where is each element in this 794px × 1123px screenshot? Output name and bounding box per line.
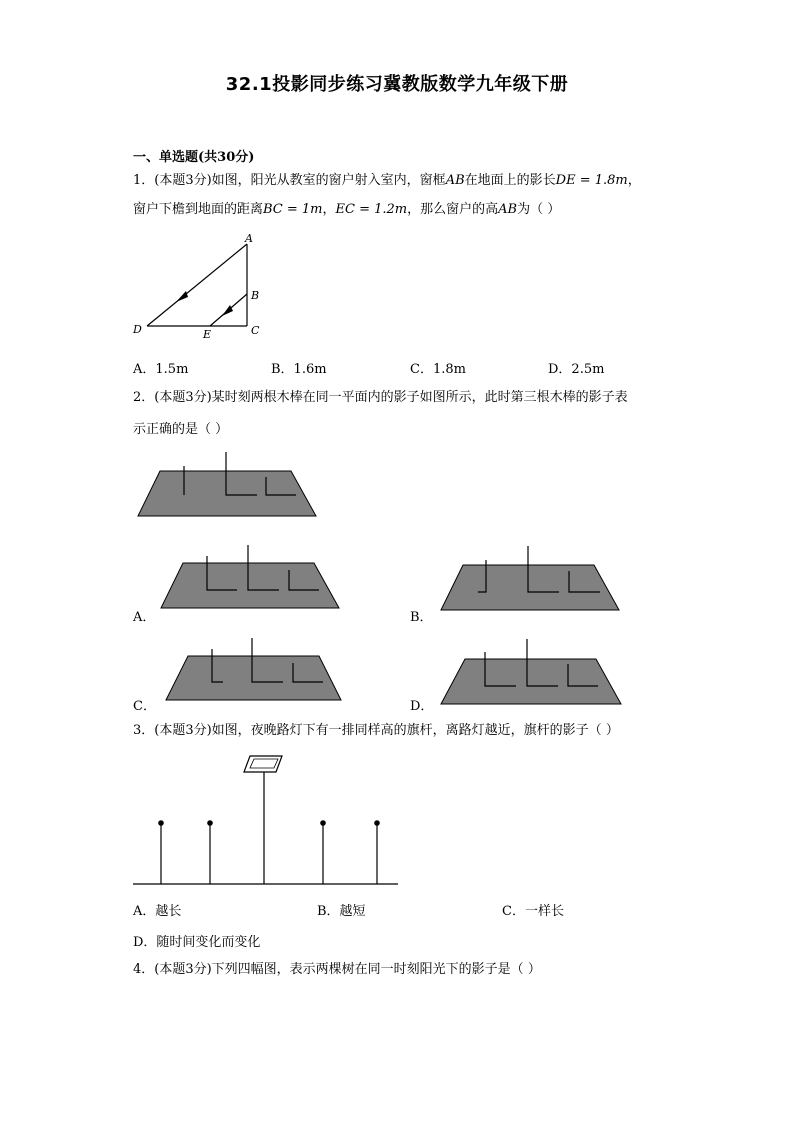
q2-option-b-label[interactable]: B．	[410, 610, 433, 625]
q3-option-a[interactable]: A．越长	[133, 904, 182, 919]
q1-eq-de: DE = 1.8m	[555, 173, 628, 188]
street-lamp-icon	[244, 756, 282, 772]
q2-line2: 示正确的是（ ）	[133, 422, 229, 437]
q1-var-ab: AB	[498, 202, 518, 217]
q1-option-d[interactable]: D．2.5m	[548, 362, 605, 377]
q3-figure	[133, 756, 398, 884]
q1-option-b[interactable]: B．1.6m	[271, 362, 327, 377]
q2-option-b-figure[interactable]	[441, 546, 619, 610]
q1-arrow-2-icon	[222, 305, 233, 316]
q3-option-b[interactable]: B．越短	[317, 904, 366, 919]
section-heading: 一、单选题(共30分)	[133, 150, 255, 165]
q1-text: ，那么窗户的高	[407, 202, 499, 217]
q2-c-ground-plane	[166, 656, 341, 700]
q2-option-a-figure[interactable]	[161, 545, 339, 608]
q2-option-d-figure[interactable]	[441, 639, 621, 704]
q1-eq-bc: BC = 1m	[263, 202, 323, 217]
q2-d-ground-plane	[441, 659, 621, 704]
q1-var-ab: AB	[445, 173, 465, 188]
q4-line1: 4．(本题3分)下列四幅图，表示两棵树在同一时刻阳光下的影子是（ ）	[133, 962, 541, 977]
q2-ground-plane	[138, 471, 316, 516]
q2-option-d-label[interactable]: D．	[410, 699, 434, 714]
q3-option-c[interactable]: C．一样长	[502, 904, 564, 919]
q2-option-a-label[interactable]: A．	[133, 610, 156, 625]
q3-flagpole-top-icon	[320, 820, 326, 826]
q1-label-a: A	[245, 232, 253, 245]
q1-label-d: D	[133, 323, 142, 336]
q3-option-d[interactable]: D．随时间变化而变化	[133, 935, 261, 950]
q1-text: 1．(本题3分)如图，阳光从教室的窗户射入室内，窗框	[133, 173, 446, 188]
q1-text: 为（ ）	[517, 202, 561, 217]
q2-a-ground-plane	[161, 563, 339, 608]
q3-flagpole-top-icon	[374, 820, 380, 826]
q1-label-c: C	[251, 324, 260, 337]
q1-option-a[interactable]: A．1.5m	[133, 362, 189, 377]
q3-flagpole-top-icon	[158, 820, 164, 826]
q1-text: ，	[322, 202, 336, 217]
q2-option-c-label[interactable]: C．	[133, 699, 156, 714]
q2-b-ground-plane	[441, 565, 619, 610]
q1-arrow-1-icon	[176, 291, 188, 302]
q2-line1: 2．(本题3分)某时刻两根木棒在同一平面内的影子如图所示，此时第三根木棒的影子表	[133, 390, 628, 405]
q1-text: 在地面上的影长	[464, 173, 556, 188]
q1-label-e: E	[203, 328, 212, 341]
q1-ray-ad	[147, 244, 247, 326]
page-title: 32.1投影同步练习冀教版数学九年级下册	[225, 74, 569, 95]
q1-text: ，	[627, 173, 641, 188]
q1-text: 窗户下檐到地面的距离	[133, 202, 264, 217]
q3-flagpole-top-icon	[207, 820, 213, 826]
q1-option-c[interactable]: C．1.8m	[410, 362, 466, 377]
q3-line1: 3．(本题3分)如图，夜晚路灯下有一排同样高的旗杆，离路灯越近，旗杆的影子（ ）	[133, 723, 619, 738]
q2-main-figure	[138, 452, 316, 516]
q2-option-c-figure[interactable]	[166, 638, 341, 700]
q1-eq-ec: EC = 1.2m	[335, 202, 408, 217]
q1-label-b: B	[251, 289, 260, 302]
